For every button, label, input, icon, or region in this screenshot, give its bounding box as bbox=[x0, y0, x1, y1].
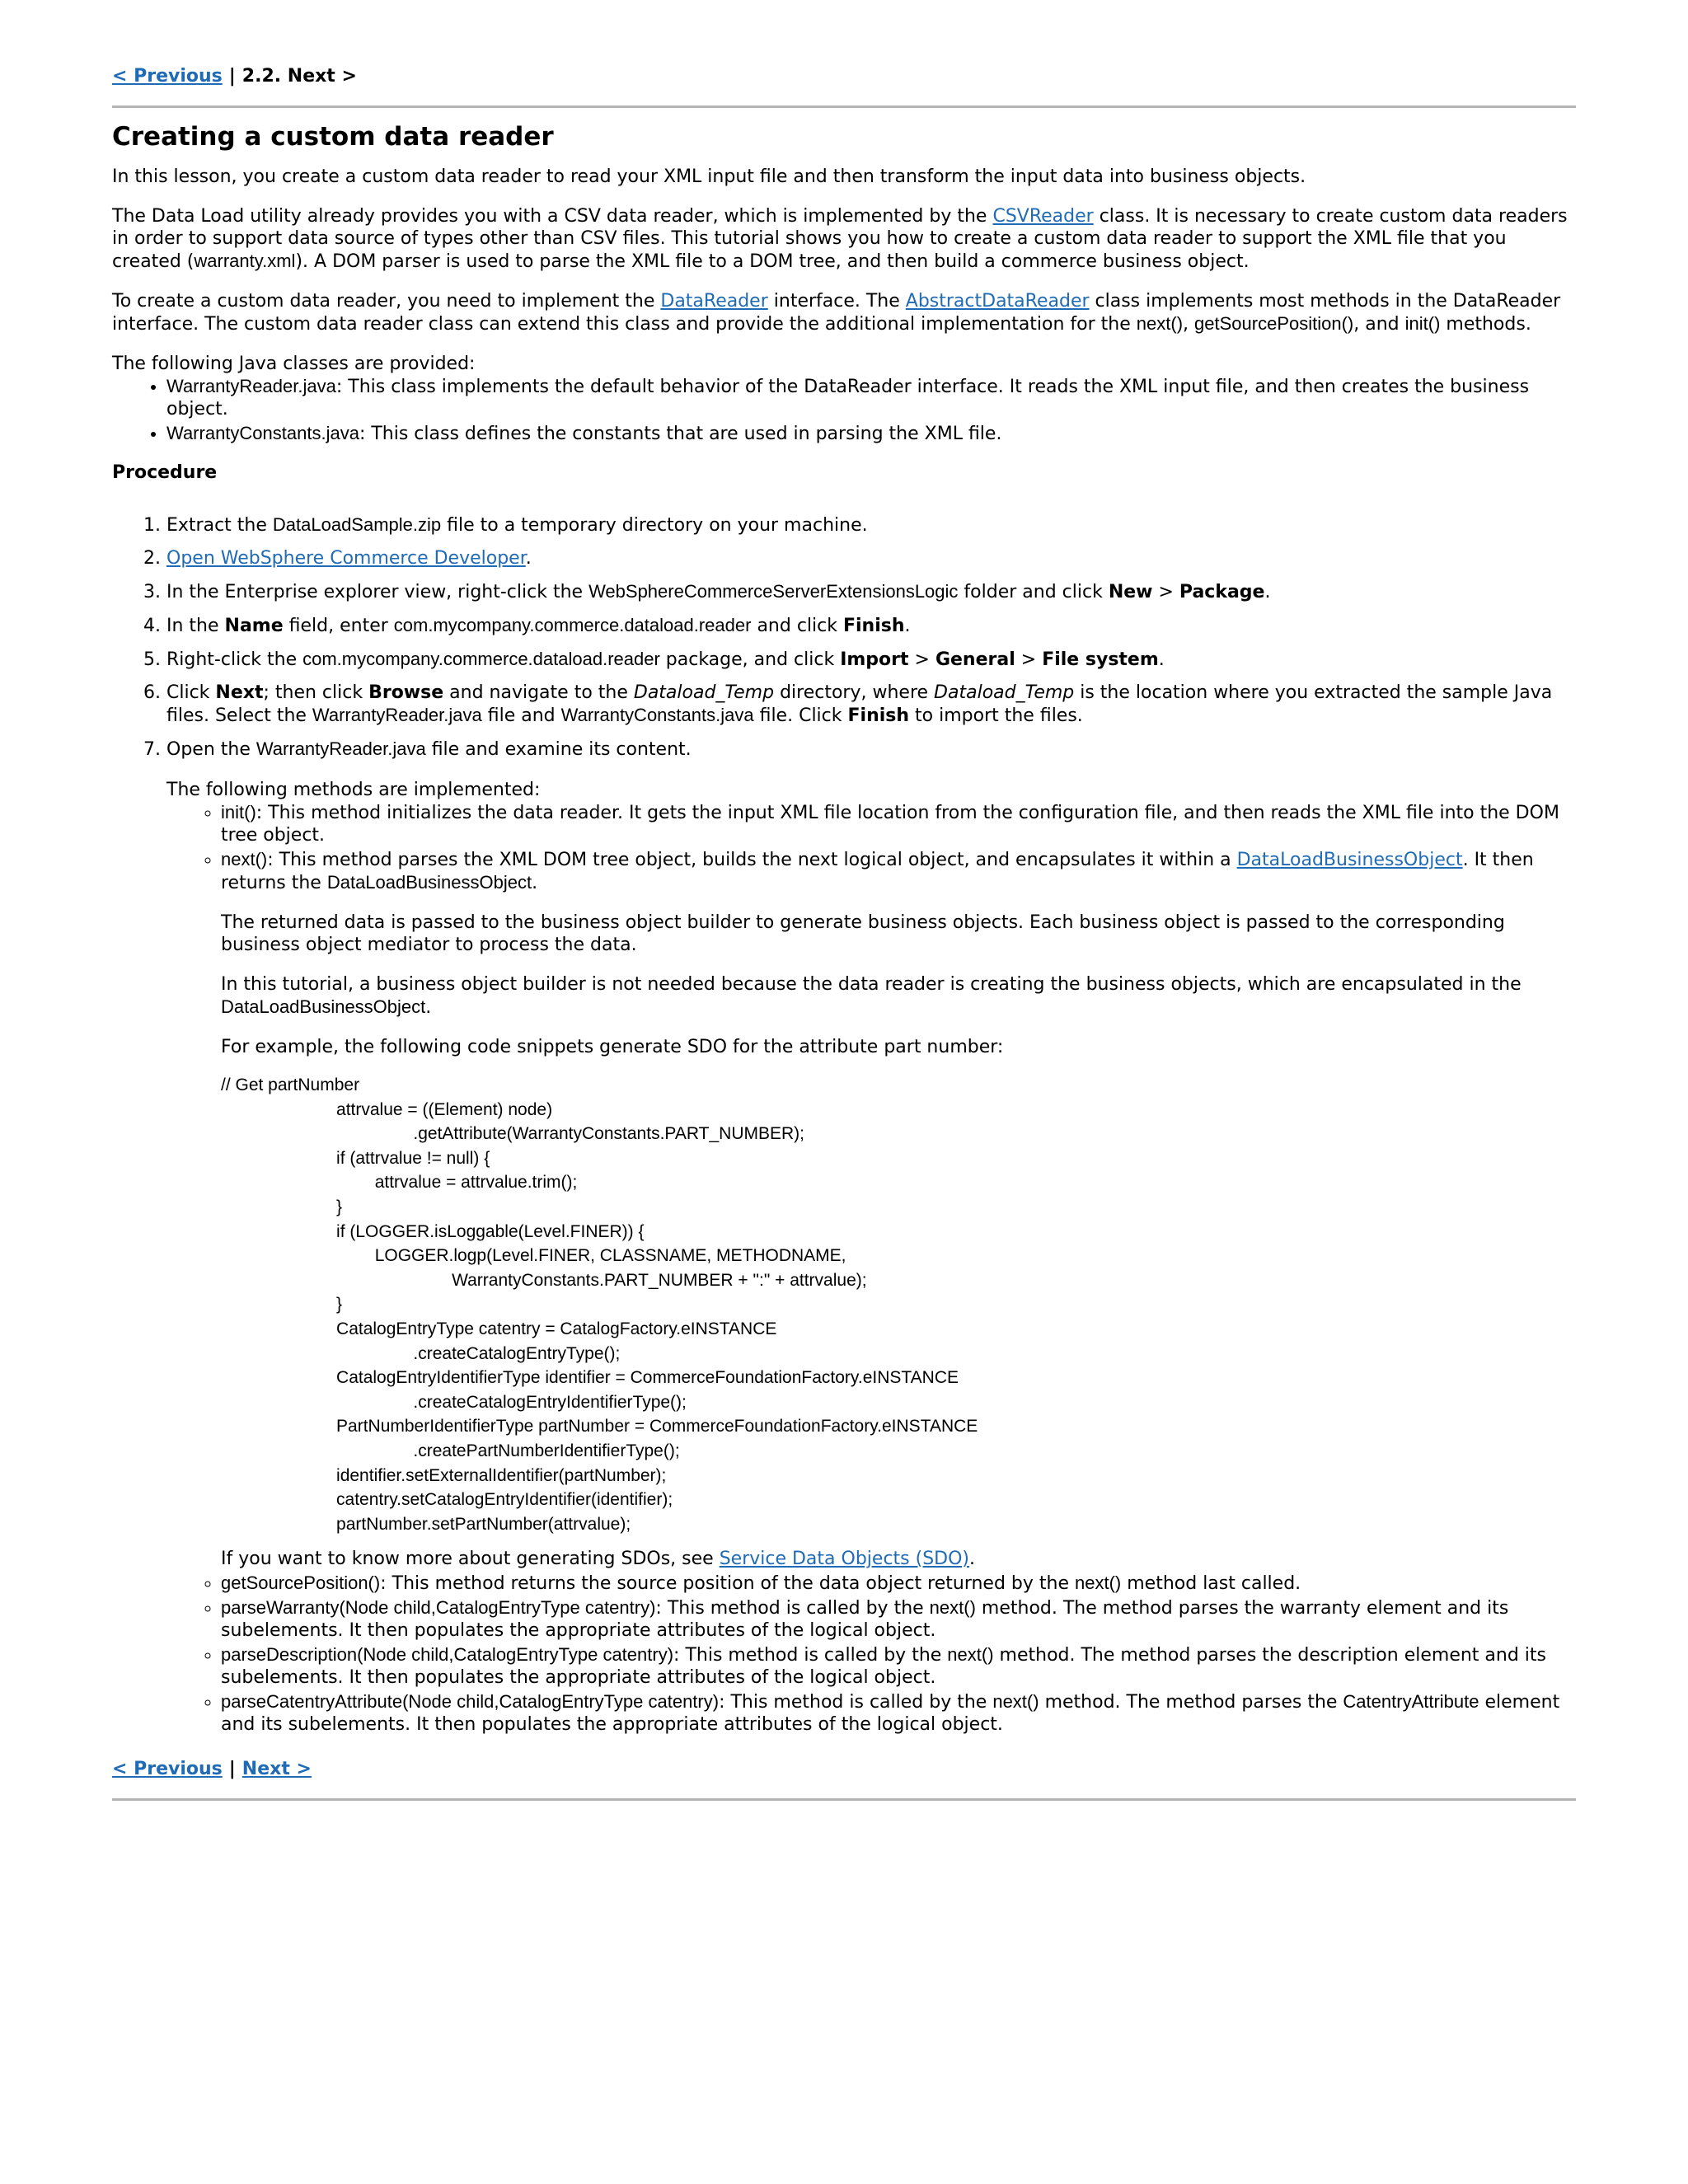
abstractdatareader-link[interactable]: AbstractDataReader bbox=[905, 291, 1090, 312]
step-5: 5. Right-click the com.mycompany.commerce.dataload.reader package, and click Import > General > File system. bbox=[166, 648, 1576, 671]
page-title: Creating a custom data reader bbox=[112, 122, 554, 152]
tutorial-note-paragraph: In this tutorial, a business object builder is not needed because the data reader is creating the business objects, which are encapsulated in the DataLoadBusinessObject. bbox=[221, 974, 1522, 1018]
step-7: 7. Open the WarrantyReader.java file and examine its content. The following methods are implemented: ◦ init(): This method initializes the data reader. It gets the input XML file location from the configuration file, and then reads the XML file into the DOM tree object. ◦ next(): This method parses the XML DOM tree object, builds the next logical object, and encapsulates it within a DataLoadBusinessObject. It then returns the DataLoadBusinessObject. The returned data is passed to the business object builder to generate business objects. Each business object is passed to the corresponding business object mediator to process the data. In this tutorial, a business object builder is not needed because the data reader is creating the business objects, which are encapsulated in the DataLoadBusinessObject. For example, the following code snippets generate SDO for the attribute part number: // Get partNumber attrvalue = ((Element) node) .getAttribute(WarrantyConstants.PART_NUMBER); if (attrvalue != null) { attrvalue = attrvalue.trim(); } if (LOGGER.isLoggable(Level.FINER)) { LOGGER.logp(Level.FINER, CLASSNAME, METHODNAME, WarrantyConstants.PART_NUMBER + ":" + attrvalue); } CatalogEntryType catentry = CatalogFactory.eINSTANCE .createCatalogEntryType(); CatalogEntryIdentifierType identifier = CommerceFoundationFactory.eINSTANCE .createCatalogEntryIdentifierType(); PartNumberIdentifierType partNumber = CommerceFoundationFactory.eINSTANCE .createPartNumberIdentifierType(); identifier.setExternalIdentifier(partNumber); catentry.setCatalogEntryIdentifier(identifier); partNumber.setPartNumber(attrvalue); If you want to know more about generating SDOs, see Service Data Objects (SDO). ◦ getSourcePosition(): This method returns the source position of the data object returned by the next() method last called. ◦ parseWarranty(Node child,CatalogEntryType catentry): This method is called by the next() method. The method parses the warranty element and its subelements. It then populates the appropriate attributes of the logical object. ◦ parseDescription(Node child,CatalogEntryType catentry): This method is called by the next() method. The method parses the description element and its subelements. It then populates the appropriate attributes of the logical object. ◦ parseCatentryAttribute(Node child,CatalogEntryType catentry): This method is called by the next() method. The method parses the CatentryAttribute element and its subelements. It then populates the appropriate attributes of the logical object. bbox=[166, 738, 1576, 1736]
code-snippet: // Get partNumber attrvalue = ((Element) node) .getAttribute(WarrantyConstants.PART_NUMBER); if (attrvalue != null) { attrvalue = attrvalue.trim(); } if (LOGGER.isLoggable(Level.FINER)) { LOGGER.logp(Level.FINER, CLASSNAME, METHODNAME, WarrantyConstants.PART_NUMBER + ":" + attrvalue); } CatalogEntryType catentry = CatalogFactory.eINSTANCE .createCatalogEntryType(); CatalogEntryIdentifierType identifier = CommerceFoundationFactory.eINSTANCE .createCatalogEntryIdentifierType(); PartNumberIdentifierType partNumber = CommerceFoundationFactory.eINSTANCE .createPartNumberIdentifierType(); identifier.setExternalIdentifier(partNumber); catentry.setCatalogEntryIdentifier(identifier); partNumber.setPartNumber(attrvalue); bbox=[221, 1076, 978, 1534]
open-websphere-link[interactable]: Open WebSphere Commerce Developer bbox=[166, 548, 526, 569]
method-parsedescription: ◦ parseDescription(Node child,CatalogEntryType catentry): This method is called by the next() method. The method parses the description element and its subelements. It then populates the appropriate attributes of the logical object. bbox=[221, 1643, 1576, 1689]
previous-link[interactable]: < Previous bbox=[112, 66, 223, 87]
step-4: 4. In the Name field, enter com.mycompany.commerce.dataload.reader and click Finish. bbox=[166, 614, 1576, 637]
returned-data-paragraph: The returned data is passed to the business object builder to generate business objects. Each business object is passed to the corresponding business object mediator to process the data. bbox=[221, 912, 1505, 955]
csv-reader-paragraph: The Data Load utility already provides you with a CSV data reader, which is implemented by the CSVReader class. It is necessary to create custom data readers in order to support data source of types other than CSV files. This tutorial shows you how to create a custom data reader to support the XML file that you created (warranty.xml). A DOM parser is used to parse the XML file to a DOM tree, and then build a commerce business object. bbox=[112, 206, 1568, 272]
example-paragraph: For example, the following code snippets generate SDO for the attribute part number: bbox=[221, 1037, 1004, 1057]
step-6: 6. Click Next; then click Browse and navigate to the Dataload_Temp directory, where Dataload_Temp is the location where you extracted the sample Java files. Select the WarrantyReader.java file and WarrantyConstants.java file. Click Finish to import the files. bbox=[166, 682, 1576, 727]
list-item: • WarrantyConstants.java: This class defines the constants that are used in parsing the XML file. bbox=[166, 422, 1576, 445]
sdo-reference: If you want to know more about generating SDOs, see Service Data Objects (SDO). bbox=[221, 1549, 976, 1570]
nav-separator: | bbox=[228, 66, 236, 87]
page bbox=[112, 0, 1576, 1801]
next-link-bottom[interactable]: Next > bbox=[241, 1759, 312, 1780]
previous-link-bottom[interactable]: < Previous bbox=[112, 1759, 223, 1780]
dataloadbusinessobject-link[interactable]: DataLoadBusinessObject bbox=[1236, 850, 1463, 870]
datareader-paragraph: To create a custom data reader, you need to implement the DataReader interface. The AbstractDataReader class implements most methods in the DataReader interface. The custom data reader class can extend this class and provide the additional implementation for the next(), getSourcePosition(), and init() methods. bbox=[112, 291, 1561, 335]
procedure-heading: Procedure bbox=[112, 462, 218, 483]
method-init: ◦ init(): This method initializes the data reader. It gets the input XML file location from the configuration file, and then reads the XML file into the DOM tree object. bbox=[221, 801, 1576, 846]
step-1: 1. Extract the DataLoadSample.zip file to a temporary directory on your machine. bbox=[166, 513, 1576, 537]
java-classes-section bbox=[112, 353, 1576, 445]
method-parsecatentryattribute: ◦ parseCatentryAttribute(Node child,CatalogEntryType catentry): This method is called by the next() method. The method parses the CatentryAttribute element and its subelements. It then populates the appropriate attributes of the logical object. bbox=[221, 1690, 1576, 1736]
java-classes-list bbox=[112, 375, 1576, 445]
procedure-steps bbox=[112, 513, 1576, 1736]
step-3: 3. In the Enterprise explorer view, right-click the WebSphereCommerceServerExtensionsLogic folder and click New > Package. bbox=[166, 580, 1576, 603]
methods-list bbox=[166, 801, 1576, 1736]
java-classes-intro: The following Java classes are provided: bbox=[112, 354, 476, 374]
step-2: 2. Open WebSphere Commerce Developer. bbox=[166, 547, 1576, 569]
top-divider bbox=[112, 105, 1576, 108]
csvreader-link[interactable]: CSVReader bbox=[992, 206, 1094, 227]
method-next: ◦ next(): This method parses the XML DOM tree object, builds the next logical object, and encapsulates it within a DataLoadBusinessObject. It then returns the DataLoadBusinessObject. The returned data is passed to the business object builder to generate business objects. Each business object is passed to the corresponding business object mediator to process the data. In this tutorial, a business object builder is not needed because the data reader is creating the business objects, which are encapsulated in the DataLoadBusinessObject. For example, the following code snippets generate SDO for the attribute part number: // Get partNumber attrvalue = ((Element) node) .getAttribute(WarrantyConstants.PART_NUMBER); if (attrvalue != null) { attrvalue = attrvalue.trim(); } if (LOGGER.isLoggable(Level.FINER)) { LOGGER.logp(Level.FINER, CLASSNAME, METHODNAME, WarrantyConstants.PART_NUMBER + ":" + attrvalue); } CatalogEntryType catentry = CatalogFactory.eINSTANCE .createCatalogEntryType(); CatalogEntryIdentifierType identifier = CommerceFoundationFactory.eINSTANCE .createCatalogEntryIdentifierType(); PartNumberIdentifierType partNumber = CommerceFoundationFactory.eINSTANCE .createPartNumberIdentifierType(); identifier.setExternalIdentifier(partNumber); catentry.setCatalogEntryIdentifier(identifier); partNumber.setPartNumber(attrvalue); If you want to know more about generating SDOs, see Service Data Objects (SDO). bbox=[221, 848, 1576, 1570]
methods-intro: The following methods are implemented: bbox=[166, 780, 541, 800]
method-getsourceposition: ◦ getSourcePosition(): This method returns the source position of the data object returned by the next() method last called. bbox=[221, 1572, 1576, 1595]
next-label: 2.2. Next > bbox=[241, 66, 357, 87]
list-item: • WarrantyReader.java: This class implements the default behavior of the DataReader interface. It reads the XML input file, and then creates the business object. bbox=[166, 375, 1576, 420]
intro-paragraph: In this lesson, you create a custom data reader to read your XML input file and then transform the input data into business objects. bbox=[112, 166, 1306, 187]
method-parsewarranty: ◦ parseWarranty(Node child,CatalogEntryType catentry): This method is called by the next() method. The method parses the warranty element and its subelements. It then populates the appropriate attributes of the logical object. bbox=[221, 1596, 1576, 1642]
warranty-xml-filename: warranty.xml bbox=[194, 251, 296, 271]
datareader-link[interactable]: DataReader bbox=[660, 291, 768, 312]
top-nav bbox=[112, 63, 1576, 91]
nav-separator: | bbox=[228, 1759, 236, 1780]
next-method-details bbox=[221, 912, 1576, 1570]
bottom-divider bbox=[112, 1798, 1576, 1801]
sdo-link[interactable]: Service Data Objects (SDO) bbox=[719, 1549, 970, 1570]
bottom-nav bbox=[112, 1755, 1576, 1783]
